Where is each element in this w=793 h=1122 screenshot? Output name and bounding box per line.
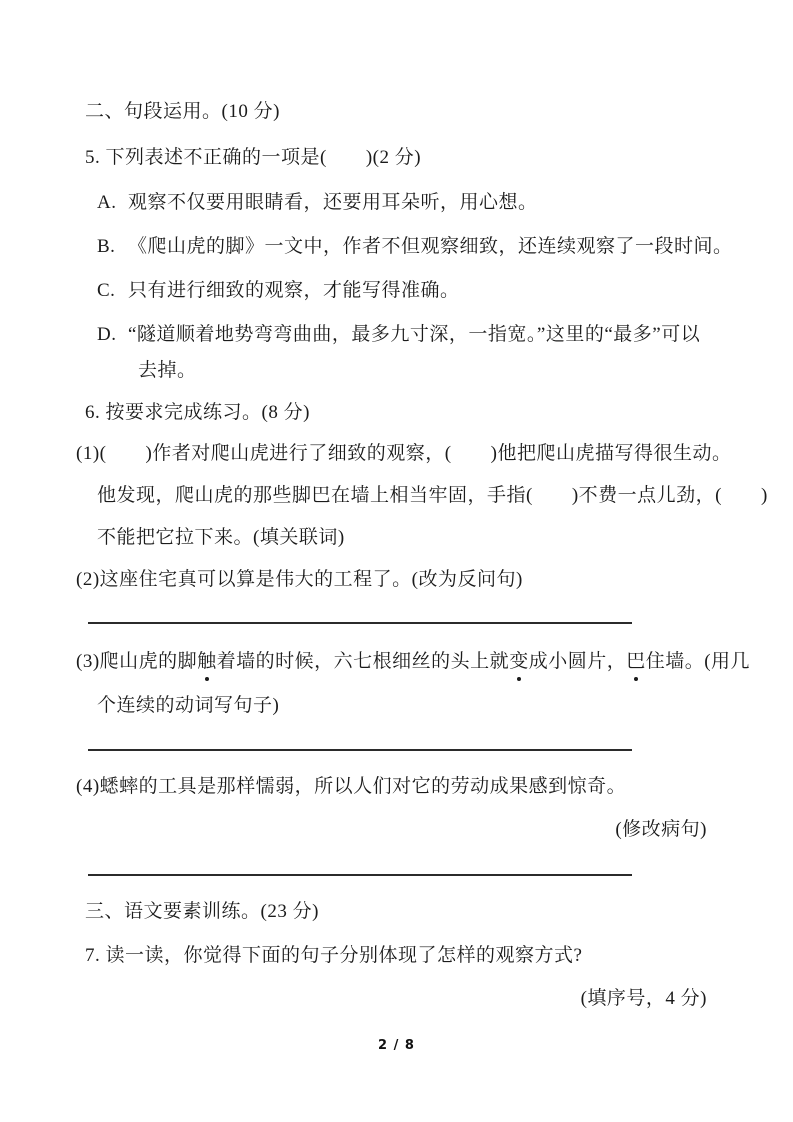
- section-3-heading: 三、语文要素训练。(23 分): [85, 901, 319, 922]
- answer-blank-line-item-4: [88, 874, 632, 876]
- option-b-text: 《爬山虎的脚》一文中，作者不但观察细致，还连续观察了一段时间。: [128, 236, 733, 257]
- question-5-option-b: [97, 234, 733, 260]
- question-6-item-2: (2)这座住宅真可以算是伟大的工程了。(改为反问句): [76, 569, 523, 590]
- option-d-label: D.: [97, 324, 117, 345]
- question-5-stem: 5. 下列表述不正确的一项是( )(2 分): [85, 147, 422, 168]
- option-a-text: 观察不仅要用眼睛看，还要用耳朵听，用心想。: [128, 192, 538, 213]
- question-7-stem: 7. 读一读，你觉得下面的句子分别体现了怎样的观察方式?: [85, 945, 583, 966]
- question-5-option-d: [97, 322, 700, 348]
- page-number-indicator: 2 / 8: [378, 1038, 415, 1053]
- option-a-label: A.: [97, 192, 117, 213]
- question-6-item-1-line-1: (1)( )作者对爬山虎进行了细致的观察，( )他把爬山虎描写得很生动。: [76, 443, 732, 464]
- answer-blank-line-item-2: [88, 622, 632, 624]
- question-6-stem: 6. 按要求完成练习。(8 分): [85, 402, 310, 423]
- option-c-text: 只有进行细致的观察，才能写得准确。: [128, 280, 460, 301]
- question-6-item-3-line-2: 个连续的动词写句子): [97, 695, 280, 716]
- answer-blank-line-item-3: [88, 749, 632, 751]
- question-5-option-c: [97, 278, 460, 304]
- question-6-item-1-line-3: 不能把它拉下来。(填关联词): [97, 527, 345, 548]
- question-5-option-d-wrap: 去掉。: [138, 360, 197, 381]
- section-2-heading: 二、句段运用。(10 分): [85, 101, 280, 122]
- option-b-label: B.: [97, 236, 116, 257]
- question-6-item-3-line-1: (3)爬山虎的脚触着墙的时候，六七根细丝的头上就变成小圆片，巴住墙。(用几: [76, 649, 750, 675]
- question-6-item-4: (4)蟋蟀的工具是那样懦弱，所以人们对它的劳动成果感到惊奇。: [76, 776, 627, 797]
- option-d-text: “隧道顺着地势弯弯曲曲，最多九寸深，一指宽。”这里的“最多”可以: [128, 324, 701, 345]
- option-c-label: C.: [97, 280, 116, 301]
- question-6-item-1-line-2: 他发现，爬山虎的那些脚巴在墙上相当牢固，手指( )不费一点儿劲，( ): [97, 485, 768, 506]
- question-5-option-a: [97, 190, 538, 216]
- question-6-item-4-note: (修改病句): [615, 819, 707, 840]
- question-7-note: (填序号，4 分): [580, 988, 707, 1009]
